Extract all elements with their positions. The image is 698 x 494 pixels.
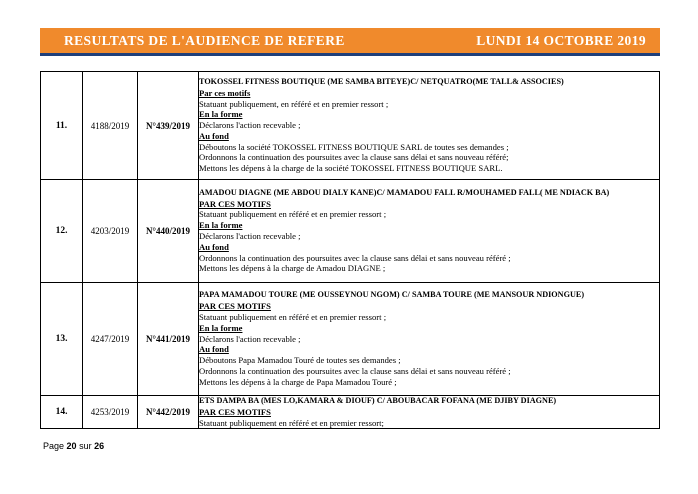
row-index: 12. [41, 180, 83, 283]
row-motifs-heading: Par ces motifs [199, 87, 251, 98]
header-title: RESULTATS DE L'AUDIENCE DE REFERE [64, 32, 345, 48]
row-fond-line: Déboutons la société TOKOSSEL FITNESS BOUTIQUE SARL de toutes ses demandes ; [199, 141, 509, 152]
row-parties: ETS DAMPA BA (MES LO,KAMARA & DIOUF) C/ ABOUBACAR FOFANA (ME DJIBY DIAGNE) [199, 396, 557, 405]
row-fond-line: Mettons les dépens à la charge de la société TOKOSSEL FITNESS BOUTIQUE SARL. [199, 163, 503, 174]
row-content [199, 396, 660, 429]
table-row [41, 283, 660, 396]
row-motifs-heading: PAR CES MOTIFS [199, 406, 271, 417]
footer-page-number: 20 [66, 441, 77, 451]
row-content [199, 180, 660, 283]
row-statuant: Statuant publiquement, en référé et en premier ressort ; [199, 98, 389, 109]
row-index: 14. [41, 396, 83, 429]
row-decision-number: N°441/2019 [138, 283, 199, 396]
row-fond-line: Ordonnons la continuation des poursuites avec la clause sans délai et sans nouveau référé ; [199, 252, 511, 263]
row-fond-line: Ordonnons la continuation des poursuites avec la clause sans délai et sans nouveau référé; [199, 152, 509, 163]
page-header [40, 22, 660, 58]
row-index: 11. [41, 72, 83, 180]
row-fond-line: Mettons les dépens à la charge de Papa Mamadou Touré ; [199, 376, 397, 387]
row-forme-heading: En la forme [199, 109, 243, 120]
row-fond-heading: Au fond [199, 344, 229, 355]
row-fond-line: Mettons les dépens à la charge de Amadou DIAGNE ; [199, 263, 386, 274]
table-row [41, 72, 660, 180]
row-forme-heading: En la forme [199, 322, 243, 333]
header-date: LUNDI 14 OCTOBRE 2019 [476, 32, 646, 48]
header-banner [40, 28, 660, 56]
row-decision-number: N°440/2019 [138, 180, 199, 283]
table-row [41, 396, 660, 429]
row-rg-number: 4247/2019 [83, 283, 138, 396]
row-statuant: Statuant publiquement en référé et en premier ressort ; [199, 312, 387, 322]
row-forme-heading: En la forme [199, 220, 243, 231]
row-fond-heading: Au fond [199, 241, 229, 252]
footer-page-label: Page [43, 441, 65, 451]
row-content [199, 72, 660, 180]
row-decision-number: N°442/2019 [138, 396, 199, 429]
row-rg-number: 4188/2019 [83, 72, 138, 180]
row-forme-text: Déclarons l'action recevable ; [199, 231, 301, 241]
row-motifs-heading: PAR CES MOTIFS [199, 301, 271, 312]
row-content [199, 283, 660, 396]
row-forme-text: Déclarons l'action recevable ; [199, 333, 301, 344]
row-fond-heading: Au fond [199, 130, 229, 141]
row-parties: PAPA MAMADOU TOURE (ME OUSSEYNOU NGOM) C/ SAMBA TOURE (ME MANSOUR NDIONGUE) [199, 290, 585, 300]
results-table [40, 71, 660, 429]
row-parties: AMADOU DIAGNE (ME ABDOU DIALY KANE)C/ MAMADOU FALL R/MOUHAMED FALL( ME NDIACK BA) [199, 187, 610, 197]
row-index: 13. [41, 283, 83, 396]
row-fond-line: Déboutons Papa Mamadou Touré de toutes ses demandes ; [199, 355, 401, 366]
table-row [41, 180, 660, 283]
page-footer [43, 441, 104, 451]
row-rg-number: 4203/2019 [83, 180, 138, 283]
row-statuant: Statuant publiquement en référé et en premier ressort ; [199, 209, 387, 220]
row-rg-number: 4253/2019 [83, 396, 138, 429]
row-forme-text: Déclarons l'action recevable ; [199, 120, 301, 131]
row-decision-number: N°439/2019 [138, 72, 199, 180]
row-fond-line: Ordonnons la continuation des poursuites avec la clause sans délai et sans nouveau référé ; [199, 365, 511, 376]
row-statuant: Statuant publiquement en référé et en premier ressort; [199, 417, 384, 428]
row-motifs-heading: PAR CES MOTIFS [199, 198, 271, 209]
footer-sep: sur [79, 441, 92, 451]
row-parties: TOKOSSEL FITNESS BOUTIQUE (ME SAMBA BITEYE)C/ NETQUATRO(ME TALL& ASSOCIES) [199, 76, 564, 86]
footer-page-total: 26 [94, 441, 105, 451]
